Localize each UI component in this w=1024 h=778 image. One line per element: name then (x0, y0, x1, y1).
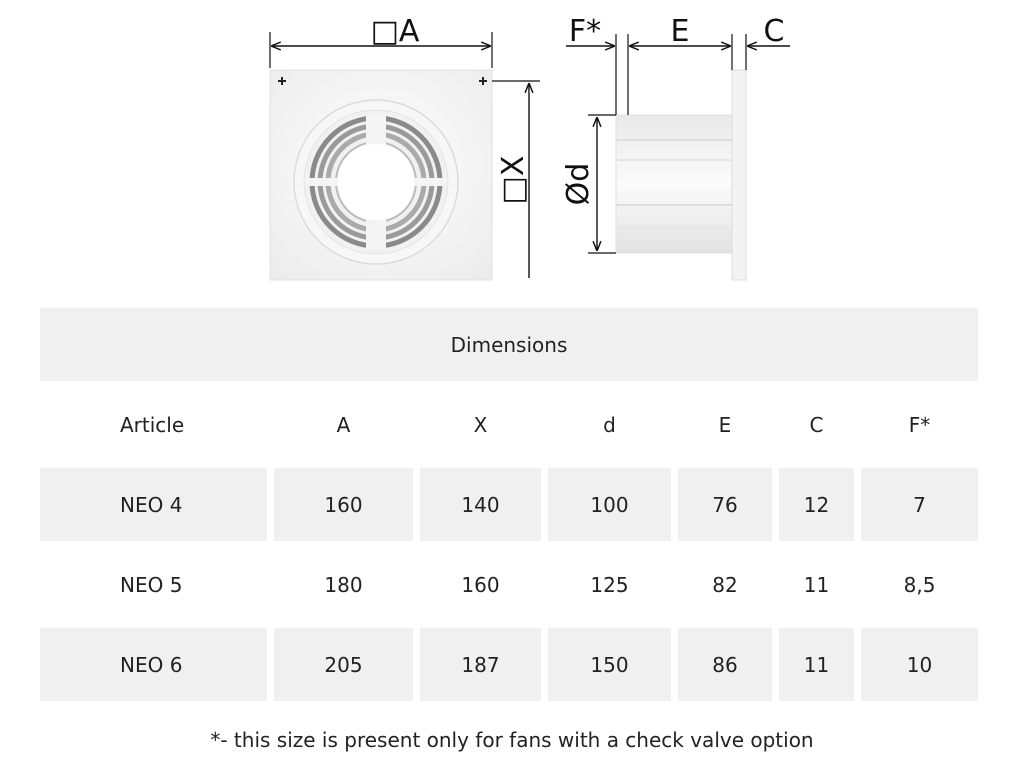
label-d: Ød (561, 162, 596, 206)
table-row (40, 468, 978, 541)
dimension-x (492, 81, 540, 278)
table-cell: 76 (678, 468, 779, 541)
table-cell: 205 (274, 628, 420, 701)
table-cell: 160 (274, 468, 420, 541)
table-cell: 8,5 (903, 572, 936, 597)
table-cell: 10 (861, 628, 978, 701)
table-title: Dimensions (40, 308, 978, 381)
table-cell: 12 (779, 468, 861, 541)
table-cell: 150 (548, 628, 678, 701)
table-row (40, 548, 978, 621)
table-header-row (40, 388, 978, 461)
table-cell: 7 (861, 468, 978, 541)
column-header: C (779, 388, 861, 461)
table-cell: NEO 6 (40, 628, 274, 701)
table-cell: 180 (274, 548, 420, 621)
table-title-row (40, 308, 978, 381)
column-header: E (678, 388, 779, 461)
table-cell: 82 (678, 548, 779, 621)
column-header: d (548, 388, 678, 461)
dimension-d (561, 115, 616, 253)
footnote: *- this size is present only for fans with a check valve option (210, 728, 814, 752)
column-header: Article (40, 388, 274, 461)
column-header: A (274, 388, 420, 461)
table-cell: NEO 4 (40, 468, 274, 541)
fan-side-view (616, 70, 746, 280)
column-header: X (420, 388, 548, 461)
table-cell: 140 (420, 468, 548, 541)
table-cell: 86 (678, 628, 779, 701)
dimension-a (270, 14, 492, 68)
fan-front-view (270, 70, 492, 280)
table-cell: NEO 5 (40, 548, 274, 621)
table-cell: 125 (548, 548, 678, 621)
label-a: □A (370, 14, 420, 49)
dimension-f-e-c (566, 14, 790, 115)
fan-dimension-drawing (0, 0, 1024, 290)
dimensions-table (40, 308, 978, 701)
table-cell: 160 (420, 548, 548, 621)
label-e: E (670, 14, 690, 49)
table-cell: 11 (779, 628, 861, 701)
label-c: C (763, 14, 785, 49)
table-cell: 100 (548, 468, 678, 541)
column-header: F* (908, 412, 931, 437)
label-f: F* (568, 14, 602, 49)
label-x: □X (496, 155, 531, 205)
table-cell: 11 (779, 548, 861, 621)
table-cell: 187 (420, 628, 548, 701)
table-row (40, 628, 978, 701)
